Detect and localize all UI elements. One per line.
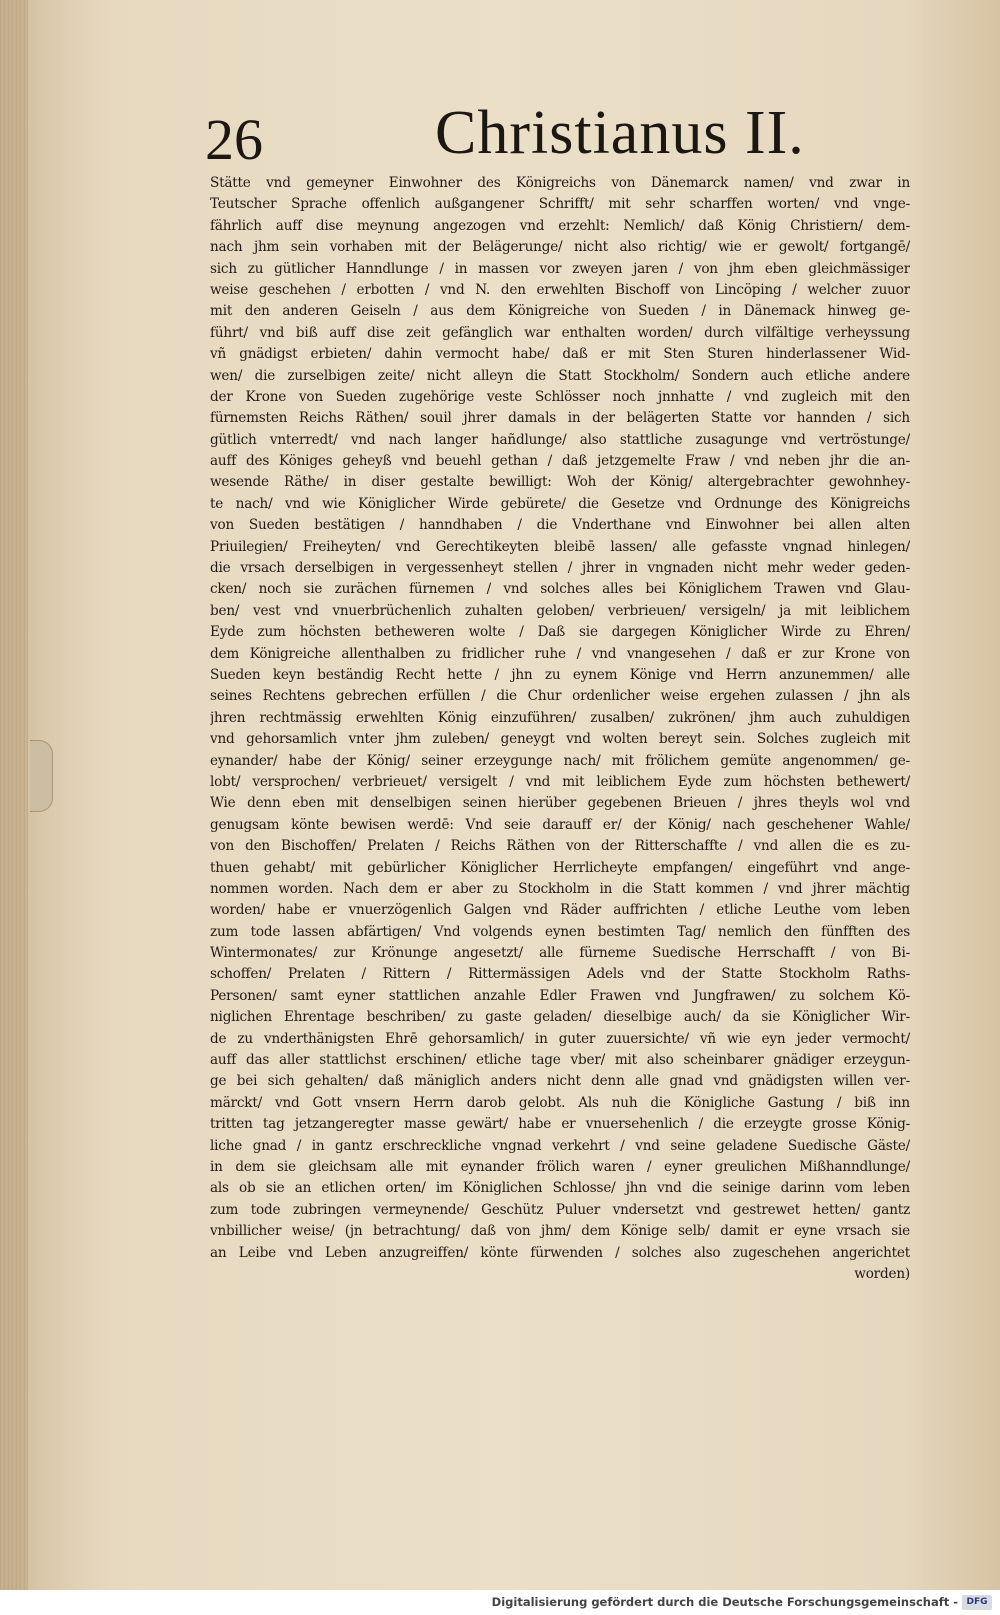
text-line: de zu vnderthänigsten Ehrē gehorsamlich/ in guter zuuersichte/ vñ wie eyn jeder vermocht/ (210, 1030, 910, 1047)
text-line: weise geschehen / erbotten / vnd N. den erwehlten Bischoff von Lincöping / welcher zuuor (210, 281, 910, 298)
text-line: gütlich vnterredt/ vnd nach langer hañdlunge/ also stattliche zusagunge vnd vertröstunge/ (210, 431, 910, 448)
text-line: mit den anderen Geiseln / aus dem Königreiche von Sueden / in Dänemack hinweg ge- (210, 303, 910, 320)
text-line: eynander/ habe der König/ seiner erzeygunge nach/ mit frölichem gemüte angenommen/ ge- (210, 752, 910, 769)
running-title: Christianus II. (435, 99, 805, 167)
text-line: genugsam könte bewisen werdē: Vnd seie darauff er/ der König/ nach geschehener Wahle/ (210, 816, 910, 833)
binding-clasp (30, 740, 53, 812)
text-line: te nach/ vnd wie Königlicher Wirde gebürete/ die Gesetze vnd Ordnunge des Königreichs (210, 495, 910, 512)
text-line: vnbillicher weise/ (jn betrachtung/ daß von jhm/ dem Könige selb/ damit er eyne vrsach sie (210, 1223, 910, 1240)
text-line: schoffen/ Prelaten / Rittern / Rittermässigen Adels vnd der Statte Stockholm Raths- (210, 966, 910, 983)
text-line: wesende Räthe/ in diser gestalte bewilligt: Woh der König/ altergebrachter gewohnhey- (210, 474, 910, 491)
text-line: thuen gehabt/ mit gebürlicher Königlicher Herrlicheyte empfangen/ eingeführt vnd ange- (210, 859, 910, 876)
text-line: zum tode lassen abfärtigen/ Vnd volgends eynen bestimten Tag/ nemlich den fünfften des (210, 923, 910, 940)
text-line: Stätte vnd gemeyner Einwohner des Königreichs von Dänemarck namen/ vnd zwar in (210, 175, 910, 191)
text-line: ben/ vest vnd vnuerbrüchenlich zuhalten geloben/ verbrieuen/ versigeln/ ja mit leiblichem (210, 602, 910, 619)
text-line: nommen worden. Nach dem er aber zu Stockholm in die Statt kommen / vnd jhrer mächtig (210, 880, 910, 897)
text-line: märckt/ vnd Gott vnsern Herrn darob gelobt. Als nuh die Königliche Gastung / biß inn (210, 1094, 910, 1111)
text-line: Personen/ samt eyner stattlichen anzahle Edler Frawen vnd Jungfrawen/ zu solchem Kö- (210, 987, 910, 1004)
text-line: Wie denn eben mit denselbigen seinen hierüber gegebenen Brieuen / jhres theyls wol vnd (210, 795, 910, 812)
text-line: in dem sie gleichsam alle mit eynander frölich waren / eyner greulichen Mißhanndlunge/ (210, 1158, 910, 1175)
text-line: auff des Königes geheyß vnd beuehl gethan / daß jetzgemelte Fraw / vnd neben jhr die an- (210, 453, 910, 470)
text-line: vñ gnädigst erbieten/ dahin vermocht habe/ daß er mit Sten Sturen hinderlassener Wid- (210, 346, 910, 363)
dfg-logo: DFG (962, 1595, 992, 1610)
text-line: fürnemsten Reichs Räthen/ souil jhrer damals in der belägerten Statte vor hannden / sich (210, 410, 910, 427)
text-line: vnd gehorsamlich vnter jhm zuleben/ geneygt vnd wolten bereyt sein. Solches zugleich mit (210, 731, 910, 748)
page-stack-edge (0, 0, 28, 1590)
text-line: niglichen Ehrentage beschriben/ zu gaste geladen/ dieselbige auch/ da sie Königlicher Wir- (210, 1009, 910, 1026)
text-line: auff das aller stattlichst erschinen/ etliche tage vber/ mit also scheinbarer gnädiger erzeygun- (210, 1052, 910, 1069)
catchword: worden) (854, 1265, 910, 1282)
text-line: der Krone von Sueden zugehörige veste Schlösser noch jnnhatte / vnd zugleich mit den (210, 388, 910, 405)
text-line: als ob sie an etlichen orten/ im Königlichen Schlosse/ jhn vnd die seinige darinn vom leben (210, 1180, 910, 1197)
text-line: Wintermonates/ zur Krönunge angesetzt/ alle fürneme Suedische Herrschafft / von Bi- (210, 945, 910, 962)
digitization-footer (0, 1590, 1000, 1615)
text-line: cken/ noch sie zurächen fürnemen / vnd solches alles bei Königlichem Trawen vnd Glau- (210, 581, 910, 598)
text-line: an Leibe vnd Leben anzugreiffen/ könte fürwenden / solches also zugeschehen angerichtet (210, 1244, 910, 1261)
text-line: wen/ die zurselbigen zeite/ nicht alleyn die Statt Stockholm/ Sondern auch etliche andere (210, 367, 910, 384)
text-line: von den Bischoffen/ Prelaten / Reichs Räthen von der Ritterschaffte / vnd allen die es zu- (210, 838, 910, 855)
text-line: ge bei sich gehalten/ daß mäniglich anders nicht denn alle gnad vnd gnädigsten willen ver- (210, 1073, 910, 1090)
page-header (205, 98, 805, 178)
text-line: lobt/ versprochen/ verbrieuet/ versigelt / vnd mit leiblichem Eyde zum höchsten bethewert/ (210, 773, 910, 790)
text-line: liche gnad / in gantz erschreckliche vngnad verkehrt / vnd seine geladene Suedische Gäste/ (210, 1137, 910, 1154)
text-line: seines Rechtens gebrechen erfüllen / die Chur ordenlicher weise ergehen zulassen / jhn als (210, 688, 910, 705)
text-line: führt/ vnd biß auff dise zeit gefänglich war enthalten worden/ durch vilfältige verheyssung (210, 324, 910, 341)
text-line: Sueden keyn beständig Recht hette / jhn zu eynem Könige vnd Herrn anzunemmen/ alle (210, 666, 910, 683)
text-line: Priuilegien/ Freiheyten/ vnd Gerechtikeyten bleibē lassen/ alle gefasste vngnad hinlegen/ (210, 538, 910, 555)
text-line: tritten tag jetzangeregter masse gewärt/ habe er vnuersehenlich / die erzeygte grosse König- (210, 1116, 910, 1133)
text-line: jhren rechtmässig erwehlten König einzuführen/ zusalben/ zukrönen/ jhm auch zuhuldigen (210, 709, 910, 726)
text-line: die vrsach derselbigen in vergessenheyt stellen / jhrer in vngnaden nicht mehr weder geden- (210, 560, 910, 577)
text-line: nach jhm sein vorhaben mit der Belägerunge/ nicht also richtig/ wie er gewolt/ fortgangē/ (210, 239, 910, 256)
text-line: dem Königreiche allenthalben zu fridlicher ruhe / vnd vnangesehen / daß er zur Krone von (210, 645, 910, 662)
text-line: von Sueden bestätigen / hanndhaben / die Vnderthane vnd Einwohner bei allen alten (210, 517, 910, 534)
text-line: zum tode zubringen vermeynende/ Geschütz Puluer vndersetzt vnd gestrewet hetten/ gantz (210, 1201, 910, 1218)
text-line: Eyde zum höchsten betheweren wolte / Daß sie dargegen Königlicher Wirde zu Ehren/ (210, 624, 910, 641)
body-text (210, 173, 910, 1285)
page-number: 26 (205, 107, 263, 172)
text-line: fährlich auff dise meynung angezogen vnd erzehlt: Nemlich/ daß König Christiern/ dem- (210, 217, 910, 234)
footer-credit: Digitalisierung gefördert durch die Deutsche Forschungsgemeinschaft - (491, 1595, 958, 1609)
text-line: worden/ habe er vnuerzögenlich Galgen vnd Räder auffrichten / etliche Leuthe vom leben (210, 902, 910, 919)
text-line: sich zu gütlicher Hanndlunge / in massen vor zweyen jaren / von jhm eben gleichmässiger (210, 260, 910, 277)
text-line: Teutscher Sprache offenlich außgangener Schrifft/ mit sehr scharffen worten/ vnd vnge- (210, 196, 910, 213)
